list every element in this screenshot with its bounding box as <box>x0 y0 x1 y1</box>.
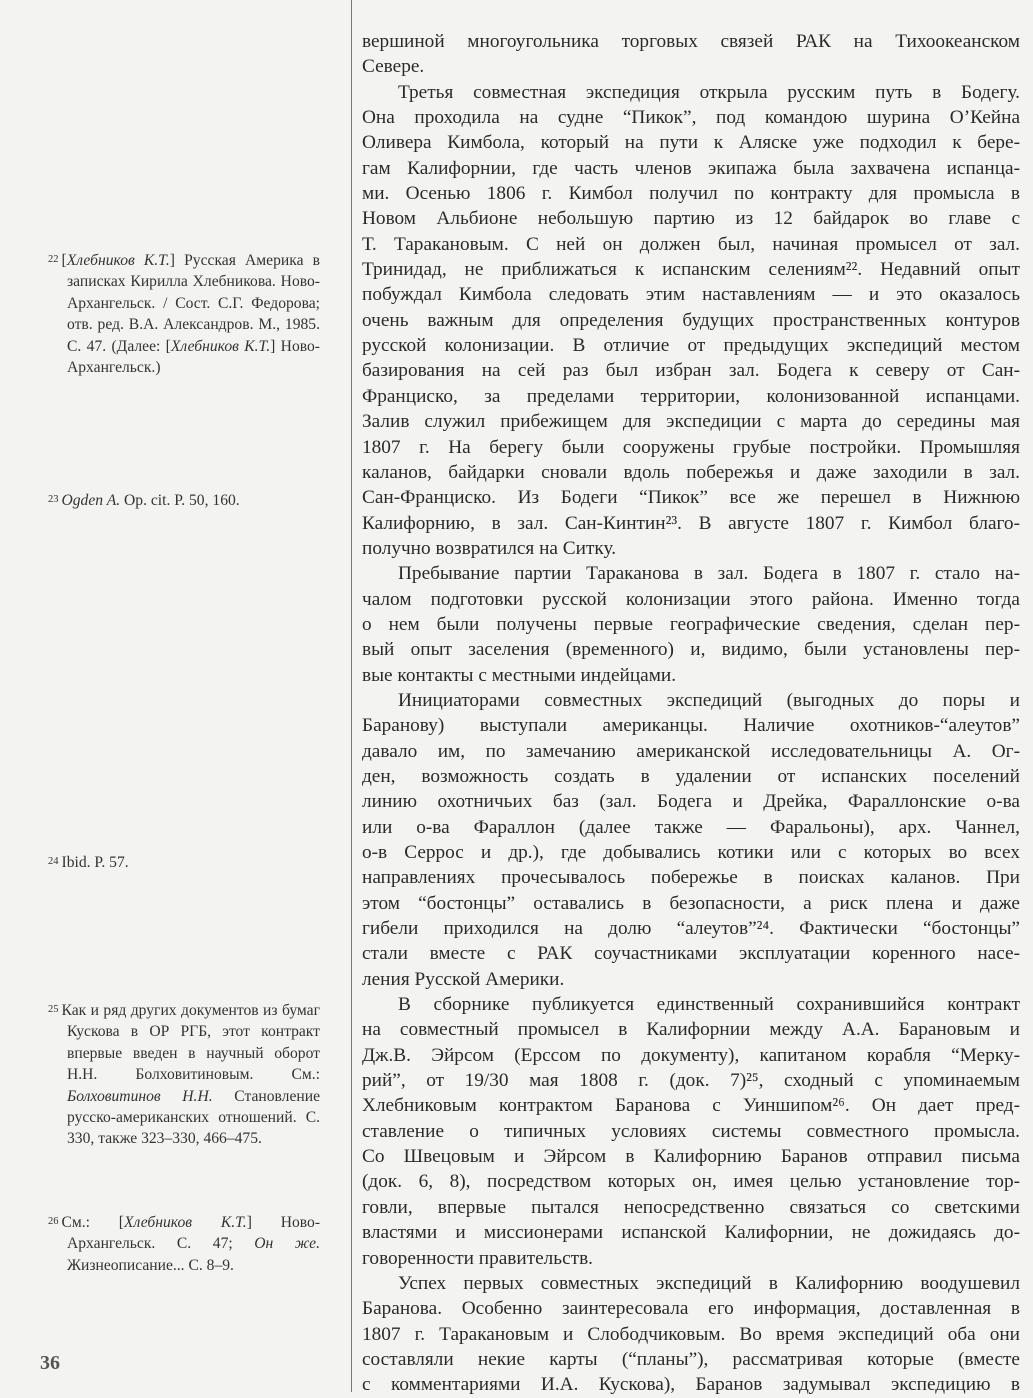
text-line: Она проходила на судне “Пикок”, под командою шурина О’Кейна <box>362 107 1020 129</box>
column-divider <box>351 0 352 1392</box>
footnote-text: ] Ново-Архангельск.) <box>67 337 320 377</box>
text-line: Баранову) выступали американцы. Наличие охотников-“алеутов” <box>362 715 1020 737</box>
footnote-italic-text: Хлебников К.Т. <box>124 1214 247 1231</box>
text-line: Франциско, за пределами территории, колонизованной испанцами. <box>362 385 1020 407</box>
text-line: ми. Осенью 1806 г. Кимбол получил по контракту для промысла в <box>362 183 1020 205</box>
text-line: линию охотничьих баз (зал. Бодега и Дрейка, Фараллонские о-ва <box>362 791 1020 813</box>
text-line: Хлебниковым контрактом Баранова с Уиншипом²⁶. Он дает пред- <box>362 1095 1020 1117</box>
text-line: 1807 г. На берегу были сооружены грубые постройки. Промышляя <box>362 436 1020 458</box>
page-number: 36 <box>40 1352 60 1374</box>
text-line: Залив служил прибежищем для экспедиции с марта до середины мая <box>362 411 1020 433</box>
text-line: Инициаторами совместных экспедиций (выгодных до поры и <box>398 689 1020 711</box>
text-line: (док. 6, 8), посредством которых он, имея целью установление тор- <box>362 1171 1020 1193</box>
text-line: стали вместе с РАК соучастниками эксплуатации коренного насе- <box>362 943 1020 965</box>
text-line: ден, возможность создать в удалении от испанских поселений <box>362 765 1020 787</box>
text-line: с комментариями И.А. Кускова), Баранов задумывал экспедицию в <box>362 1374 1020 1396</box>
text-line: Тринидад, не приближаться к испанским селениям²². Недавний опыт <box>362 259 1020 281</box>
text-line: рий”, от 19/30 мая 1808 г. (док. 7)²⁵, сходный с упоминаемым <box>362 1070 1020 1092</box>
text-line: вый опыт заселения (временного) и, видимо, были установлены пер- <box>362 639 1020 661</box>
footnote-italic-text: Он же. <box>254 1235 320 1253</box>
footnote-text: [ <box>61 252 67 269</box>
text-line: ставление о типичных условиях системы совместного промысла. <box>362 1120 1020 1142</box>
text-line: давало им, по замечанию американской исследовательницы А. Ог- <box>362 740 1020 762</box>
footnote-number: 26 <box>48 1216 59 1227</box>
text-line: гам Калифорнии, где часть членов экипажа была захвачена испанца- <box>362 157 1020 179</box>
footnote-text: Становление русско-американских отношений. С. 330, также 323–330, 466–475. <box>67 1087 320 1148</box>
footnote-25 <box>48 1000 320 1150</box>
text-line: Новом Альбионе небольшую партию из 12 байдарок во главе с <box>362 208 1020 230</box>
text-line: на совместный промысел в Калифорнии между А.А. Барановым и <box>362 1019 1020 1041</box>
text-line: побуждал Кимбола следовать этим наставлениям — и это оказалось <box>362 284 1020 306</box>
footnote-24 <box>48 852 320 873</box>
text-line: этом “бостонцы” оставались в безопасности, а риск плена и даже <box>362 892 1020 914</box>
text-line: или о-ва Фараллон (далее также — Фаральоны), арх. Чаннел, <box>362 816 1020 838</box>
text-line: чалом подготовки русской колонизации этого района. Именно тогда <box>362 588 1020 610</box>
text-line: Дж.В. Эйрсом (Ерссом по документу), капитаном корабля “Мерку- <box>362 1044 1020 1066</box>
text-line: Оливера Кимбола, который на пути к Аляске уже подходил к бере- <box>362 132 1020 154</box>
text-line: Баранова. Особенно заинтересовала его информация, доставленная в <box>362 1298 1020 1320</box>
footnote-text: ] Ново-Архангельск. С. 47; <box>67 1214 321 1253</box>
text-line: гибели приходился на долю “алеутов”²⁴. Фактически “бостонцы” <box>362 918 1020 940</box>
footnote-text: См.: [ <box>61 1214 124 1231</box>
text-line: Со Швецовым и Эйрсом в Калифорнию Баранов отправил письма <box>362 1146 1020 1168</box>
footnote-italic-text: Хлебников К.Т. <box>170 337 271 355</box>
footnote-number: 23 <box>48 494 59 505</box>
text-line: Пребывание партии Тараканова в зал. Бодега в 1807 г. стало на- <box>398 563 1020 585</box>
text-line: Т. Таракановым. С ней он должен был, начиная промысел от зал. <box>362 233 1020 255</box>
text-line: базирования на сей раз был избран зал. Бодега к северу от Сан- <box>362 360 1020 382</box>
text-line: получно возвратился на Ситку. <box>362 537 617 559</box>
text-line: составляли некие карты (“планы”), рассматривая которые (вместе <box>362 1348 1020 1370</box>
text-line: каланов, байдарки сновали вдоль побережья и даже заходили в зал. <box>362 461 1020 483</box>
text-line: Калифорнию, в зал. Сан-Кинтин²³. В августе 1807 г. Кимбол благо- <box>362 512 1020 534</box>
footnote-number: 22 <box>48 254 59 265</box>
footnote-22 <box>48 250 320 378</box>
text-line: направлениях прочесывалось побережье в поисках каланов. При <box>362 867 1020 889</box>
text-line: о нем были получены первые географические сведения, сделан пер- <box>362 613 1020 635</box>
text-line: Успех первых совместных экспедиций в Калифорнию воодушевил <box>398 1272 1020 1294</box>
footnote-text: Op. cit. P. 50, 160. <box>120 492 240 509</box>
text-line: ления Русской Америки. <box>362 968 565 990</box>
text-line: властями и миссионерами испанской Калифорнии, не дожидаясь до- <box>362 1222 1020 1244</box>
text-line: вые контакты с местными индейцами. <box>362 664 677 686</box>
text-line: русской колонизации. В отличие от предыдущих экспедиций местом <box>362 335 1020 357</box>
footnote-text: ] Русская Америка в записках Кирилла Хлебникова. Ново-Архангельск. / Сост. С.Г. Федорова; отв. ред. В.А. Александров. М., 1985. С. 47. (Далее: [ <box>67 252 321 355</box>
footnote-text: Как и ряд других документов из бумаг Кускова в ОР РГБ, этот контракт впервые введен в научный оборот Н.Н. Болховитиновым. См.: <box>61 1002 320 1084</box>
text-line: очень важным для определения будущих пространственных контуров <box>362 309 1020 331</box>
footnote-26 <box>48 1212 320 1276</box>
text-line: 1807 г. Таракановым и Слободчиковым. Во время экспедиций оба они <box>362 1323 1020 1345</box>
footnote-text: Ibid. P. 57. <box>61 854 129 871</box>
text-line: говоренности правительств. <box>362 1247 594 1269</box>
footnote-23 <box>48 490 320 511</box>
text-line: В сборнике публикуется единственный сохранившийся контракт <box>398 994 1020 1016</box>
footnote-number: 25 <box>48 1004 59 1015</box>
footnote-italic-text: Ogden A. <box>61 492 121 509</box>
text-line: Сан-Франциско. Из Бодеги “Пикок” все же перешел в Нижнюю <box>362 487 1020 509</box>
text-line: о-в Серрос и др.), где добывались котики или с которых во всех <box>362 842 1020 863</box>
text-line: Севере. <box>362 56 425 78</box>
text-line: Третья совместная экспедиция открыла русским путь в Бодегу. <box>398 81 1020 103</box>
text-line: вершиной многоугольника торговых связей РАК на Тихоокеанском <box>362 31 1020 52</box>
footnote-italic-text: Хлебников К.Т. <box>66 252 170 269</box>
footnote-italic-text: Болховитинов Н.Н. <box>67 1087 213 1105</box>
footnote-text: Жизнеописание... С. 8–9. <box>67 1256 234 1274</box>
footnote-number: 24 <box>48 856 59 867</box>
main-text-column <box>362 29 1020 1398</box>
text-line: говли, впервые пытался непосредственно связаться со светскими <box>362 1196 1020 1218</box>
